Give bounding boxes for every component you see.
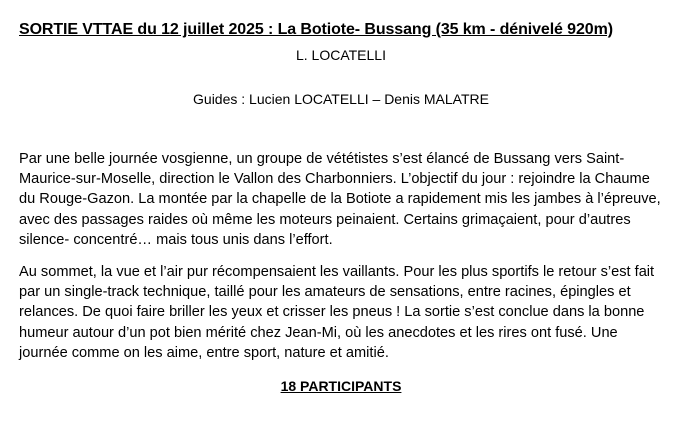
paragraph-1	[19, 149, 669, 250]
guides-line: Guides : Lucien LOCATELLI – Denis MALATRE	[193, 91, 489, 107]
paragraph-line: du Rouge-Gazon. La montée par la chapelle de la Botiote a rapidement mis les jambes à l’épreuve,	[19, 191, 661, 208]
paragraph-line: humeur autour d’un pot bien mérité chez Jean-Mi, où les anecdotes et les rires ont fusé. Une	[19, 324, 618, 341]
paragraph-line: relances. De quoi faire briller les yeux et crisser les pneus ! La sortie s’est conclue dans la bonne	[19, 304, 645, 321]
paragraph-line: Maurice-sur-Moselle, direction le Vallon des Charbonniers. L’objectif du jour : rejoindre la Chaume	[19, 171, 650, 188]
paragraph-line: Au sommet, la vue et l’air pur récompensaient les vaillants. Pour les plus sportifs le retour s’est fait	[19, 264, 655, 280]
author-name: L. LOCATELLI	[295, 47, 386, 63]
document-title: SORTIE VTTAE du 12 juillet 2025 : La Botiote- Bussang (35 km - dénivelé 920m)	[19, 21, 613, 38]
participants-count: 18 PARTICIPANTS	[280, 378, 402, 394]
paragraph-line: par un single-track technique, taillé pour les amateurs de sensations, entre racines, épingles et	[19, 284, 631, 301]
paragraph-line: silence- concentré… mais tous unis dans l’effort.	[19, 231, 333, 248]
paragraph-line: Par une belle journée vosgienne, un groupe de vététistes s’est élancé de Bussang vers Saint-	[19, 151, 625, 167]
paragraph-line: avec des passages raides où même les moteurs peinaient. Certains grimaçaient, pour d’autres	[19, 211, 631, 228]
paragraph-line: journée comme on les aime, entre sport, nature et amitié.	[19, 344, 389, 361]
paragraph-2	[19, 262, 669, 363]
